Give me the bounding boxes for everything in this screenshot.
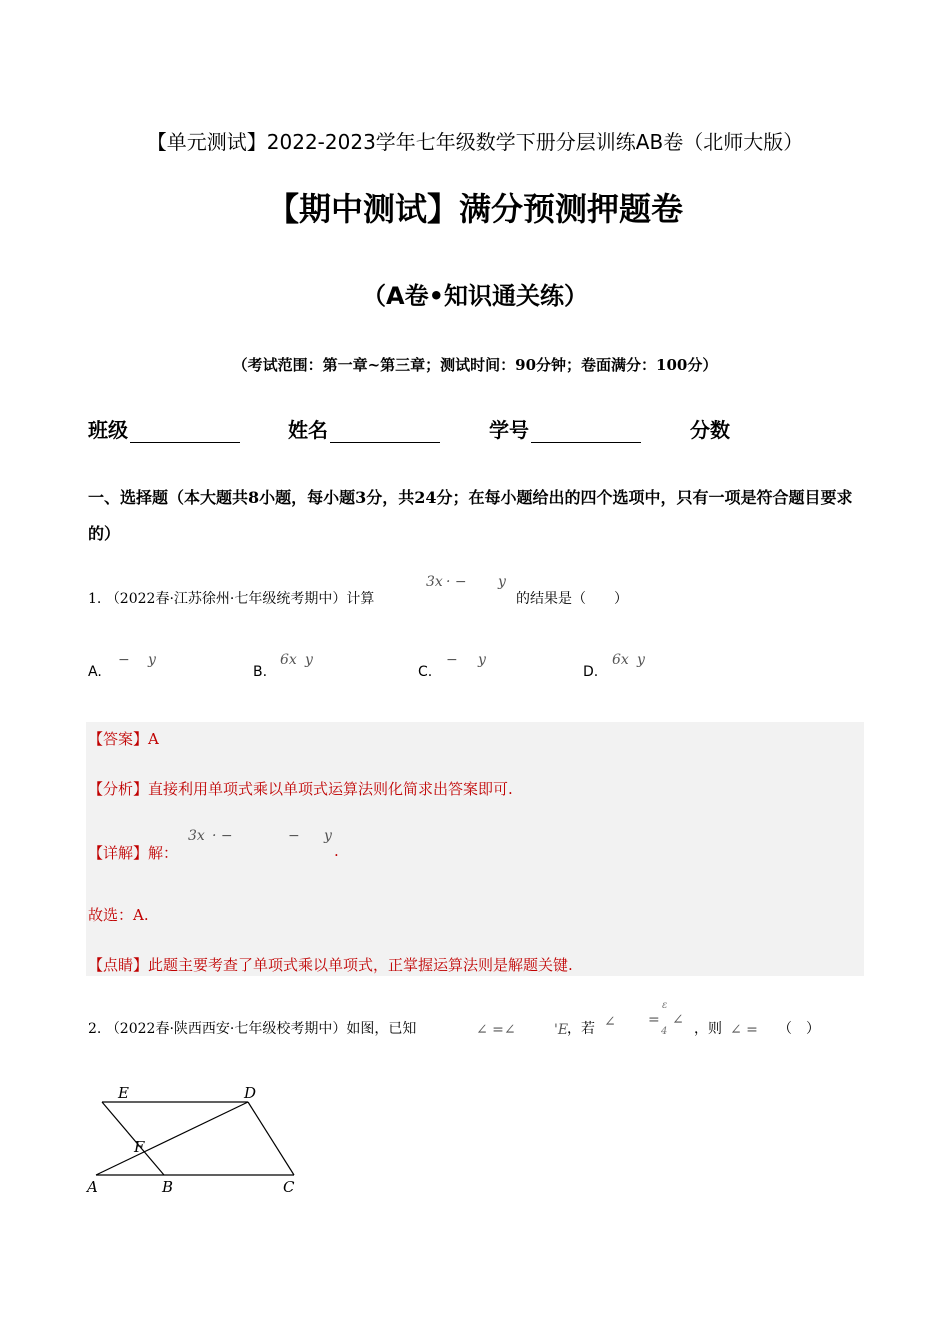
- q2-m4: =: [648, 1012, 660, 1028]
- name-blank: [330, 422, 440, 443]
- id-label: 学号: [489, 418, 529, 442]
- analysis-tag: 【分析】: [88, 780, 149, 798]
- segment-DC: [248, 1102, 294, 1175]
- document-supertitle: 【单元测试】2022-2023学年七年级数学下册分层训练AB卷（北师大版）: [146, 130, 804, 154]
- label-B: B: [162, 1178, 174, 1196]
- q2-frac-bottom: 4: [661, 1026, 668, 1037]
- class-blank: [130, 422, 240, 443]
- label-D: D: [244, 1084, 257, 1102]
- question-source: （2022春·江苏徐州·七年级统考期中）计算: [105, 591, 375, 607]
- q1-option-b-m1: 6x: [280, 652, 297, 668]
- detail-line: [88, 842, 178, 863]
- document-title: 【期中测试】满分预测押题卷: [266, 190, 683, 228]
- document-subtitle: （A卷•知识通关练）: [362, 282, 588, 310]
- q1-option-a-m1: −: [118, 652, 130, 668]
- q2-m5: ∠: [672, 1012, 684, 1028]
- answer-value: A: [148, 730, 159, 748]
- q1-expr-a: 3x: [426, 574, 443, 590]
- option-label: C.: [418, 664, 433, 680]
- label-A: A: [87, 1178, 98, 1196]
- q1-option-c-m2: y: [478, 652, 486, 668]
- answer-box: [86, 722, 864, 976]
- segment-AD: [96, 1102, 248, 1175]
- comment-line: [88, 954, 573, 975]
- question-source: （2022春·陕西西安·七年级校考期中）如图，已知: [105, 1021, 417, 1037]
- detail-end: .: [334, 842, 339, 860]
- comment-tag: 【点睛】: [88, 956, 149, 974]
- option-label: A.: [88, 664, 102, 680]
- q1-expr-c: y: [498, 574, 506, 590]
- q2-frac-top: ε: [662, 1000, 668, 1011]
- q2-tail: （ ）: [778, 1021, 820, 1037]
- q1-option-a-m2: y: [148, 652, 156, 668]
- option-label: D.: [583, 664, 599, 680]
- analysis-text: 直接利用单项式乘以单项式运算法则化简求出答案即可.: [148, 780, 513, 798]
- label-E: E: [118, 1084, 129, 1102]
- detail-m1: 3x: [188, 828, 205, 844]
- q1-tail: 的结果是（ ）: [516, 591, 628, 607]
- option-label: B.: [253, 664, 268, 680]
- name-label: 姓名: [288, 418, 328, 442]
- q1-option-c-m1: −: [446, 652, 458, 668]
- answer-line: [88, 728, 159, 749]
- q1-option-b-m2: y: [305, 652, 313, 668]
- q1-option-d-m1: 6x: [612, 652, 629, 668]
- label-C: C: [283, 1178, 295, 1196]
- q2-m3: ∠: [604, 1014, 616, 1030]
- q1-option-b[interactable]: [253, 664, 267, 680]
- q1-option-c[interactable]: [418, 664, 432, 680]
- detail-m3: −: [288, 828, 300, 844]
- question-2: [88, 1018, 416, 1038]
- score-label: 分数: [690, 418, 730, 442]
- detail-text: 解：: [148, 844, 179, 862]
- id-blank: [531, 422, 641, 443]
- detail-m4: y: [324, 828, 332, 844]
- detail-m2: · −: [212, 828, 233, 844]
- q1-option-a[interactable]: [88, 664, 102, 680]
- q2-m6: ∠ =: [730, 1022, 758, 1038]
- name-field: [288, 414, 440, 443]
- analysis-line: [88, 778, 513, 799]
- geometry-diagram: [80, 1078, 310, 1203]
- q2-m2: 'E: [554, 1022, 569, 1038]
- q1-expr-b: · −: [446, 574, 467, 590]
- section-heading: 一、选择题（本大题共8小题，每小题3分，共24分；在每小题给出的四个选项中，只有一项是符合题目要求的）: [88, 488, 853, 543]
- question-number: 1.: [88, 591, 102, 607]
- q2-mid: ，若: [567, 1021, 595, 1037]
- q1-option-d-m2: y: [637, 652, 645, 668]
- q2-then: ，则: [694, 1021, 722, 1037]
- score-field: [690, 414, 730, 443]
- comment-text: 此题主要考查了单项式乘以单项式，正掌握运算法则是解题关键.: [148, 956, 573, 974]
- exam-info: （考试范围：第一章~第三章；测试时间：90分钟；卷面满分：100分）: [232, 356, 718, 374]
- detail-tag: 【详解】: [88, 844, 149, 862]
- question-number: 2.: [88, 1021, 102, 1037]
- question-1: [88, 588, 374, 608]
- label-F: F: [134, 1138, 145, 1156]
- segment-EB: [102, 1102, 164, 1175]
- answer-tag: 【答案】: [88, 730, 149, 748]
- id-field: [489, 414, 641, 443]
- choice-line: 故选：A.: [88, 906, 149, 924]
- class-label: 班级: [88, 418, 128, 442]
- q2-m1: ∠ =∠: [476, 1022, 516, 1038]
- class-field: [88, 414, 240, 443]
- q1-option-d[interactable]: [583, 664, 598, 680]
